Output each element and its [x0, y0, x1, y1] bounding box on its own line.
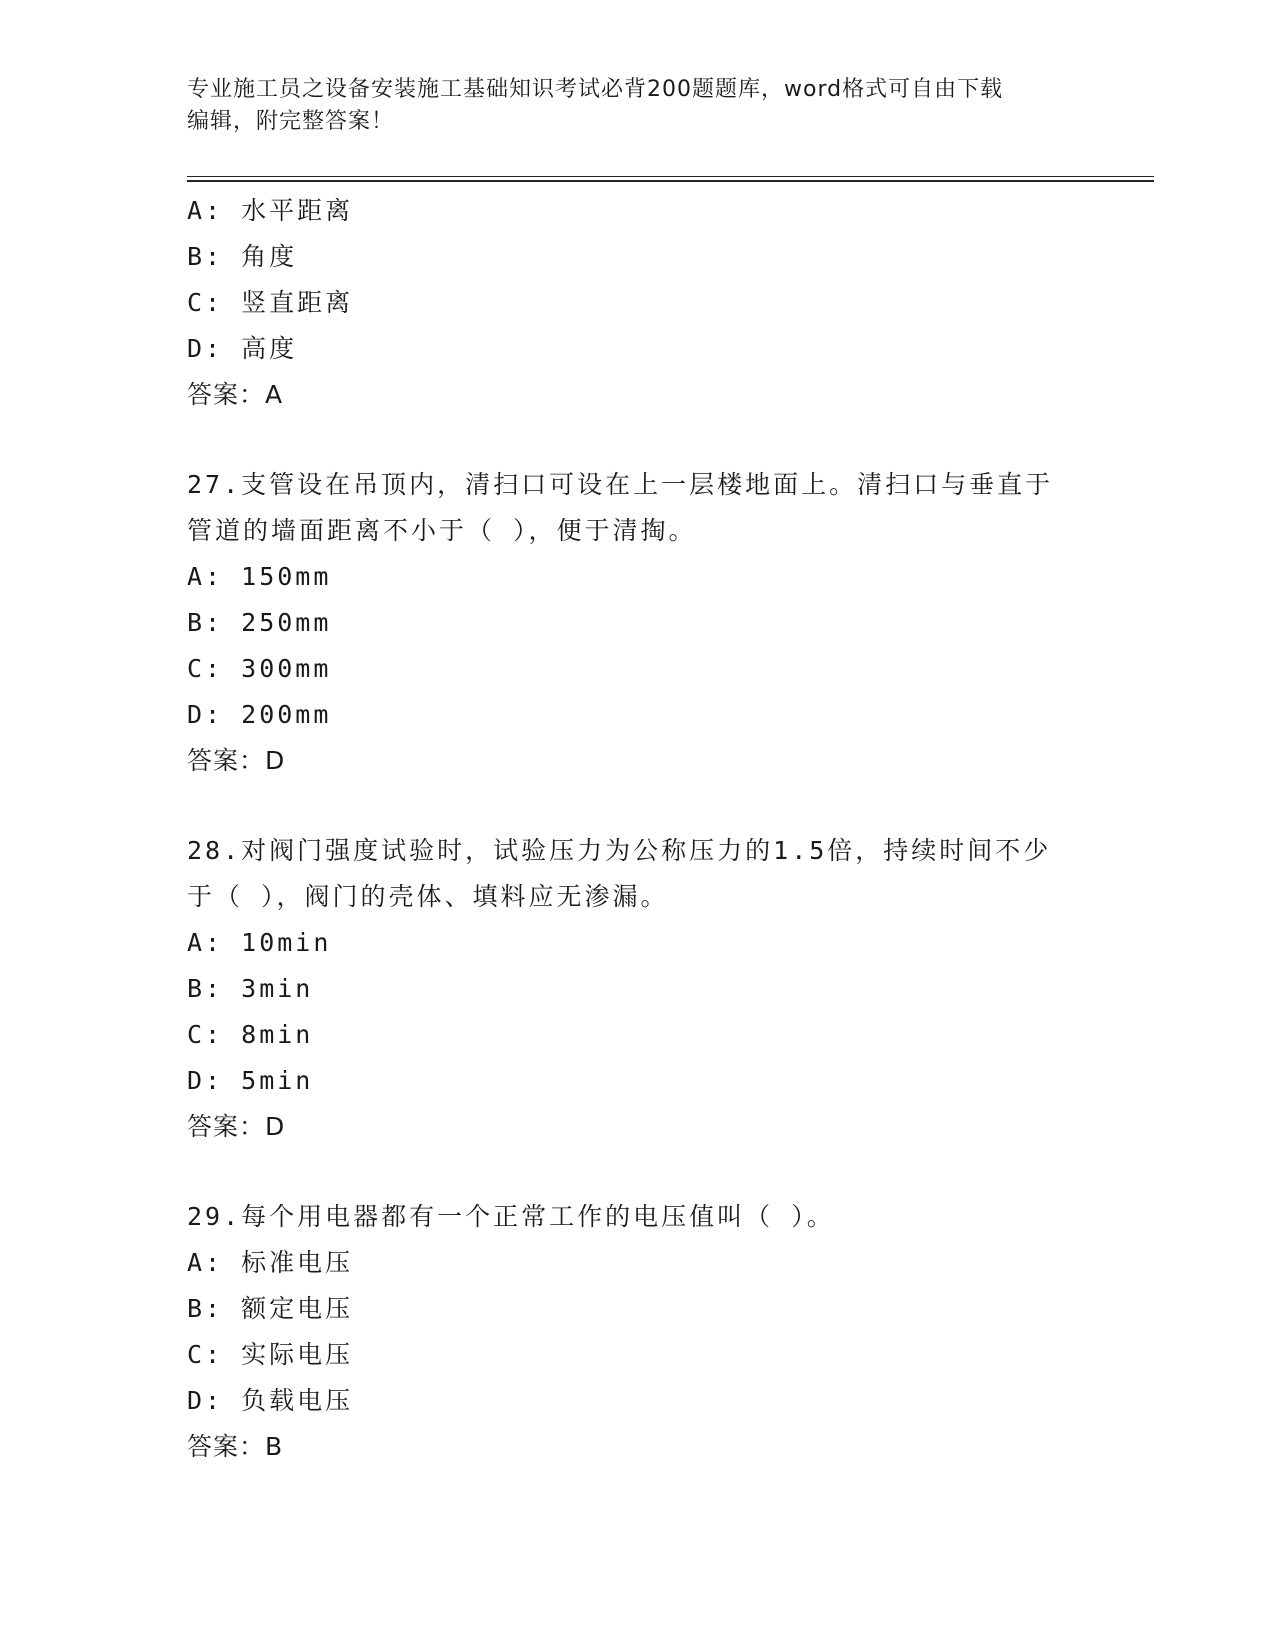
question-stem-line-1: 27.支管设在吊顶内，清扫口可设在上一层楼地面上。清扫口与垂直于 — [187, 470, 1054, 499]
answer-line: 答案：A — [187, 380, 284, 409]
header-divider — [187, 176, 1154, 177]
answer-line: 答案：B — [187, 1432, 284, 1461]
option-d: D: 5min — [187, 1066, 314, 1095]
answer-line: 答案：D — [187, 746, 286, 775]
question-block-28 — [187, 828, 1087, 1150]
option-a: A: 水平距离 — [187, 196, 354, 225]
option-b: B: 额定电压 — [187, 1294, 354, 1323]
question-stem-line-2: 于（ ），阀门的壳体、填料应无渗漏。 — [187, 882, 669, 911]
question-stem-line-2: 管道的墙面距离不小于（ ），便于清掏。 — [187, 516, 697, 545]
option-a: A: 10min — [187, 928, 332, 957]
option-b: B: 3min — [187, 974, 314, 1003]
option-a: A: 150mm — [187, 562, 332, 591]
question-stem-line-1: 29.每个用电器都有一个正常工作的电压值叫（ ）。 — [187, 1202, 835, 1231]
header-title-line-1: 专业施工员之设备安装施工基础知识考试必背200题题库，word格式可自由下载 — [187, 77, 1004, 102]
option-d: D: 负载电压 — [187, 1386, 354, 1415]
question-stem-line-1: 28.对阀门强度试验时，试验压力为公称压力的1.5倍，持续时间不少 — [187, 836, 1052, 865]
document-header — [187, 74, 1087, 138]
option-d: D: 200mm — [187, 700, 332, 729]
option-c: C: 300mm — [187, 654, 332, 683]
option-c: C: 竖直距离 — [187, 288, 354, 317]
question-block-26 — [187, 188, 1087, 418]
question-block-27 — [187, 462, 1087, 784]
question-list — [187, 188, 1087, 1470]
option-b: B: 250mm — [187, 608, 332, 637]
option-d: D: 高度 — [187, 334, 298, 363]
option-a: A: 标准电压 — [187, 1248, 354, 1277]
header-divider-thick — [187, 180, 1154, 182]
option-c: C: 实际电压 — [187, 1340, 354, 1369]
header-title-line-2: 编辑，附完整答案！ — [187, 109, 395, 134]
option-c: C: 8min — [187, 1020, 314, 1049]
question-block-29 — [187, 1194, 1087, 1470]
answer-line: 答案：D — [187, 1112, 286, 1141]
option-b: B: 角度 — [187, 242, 298, 271]
